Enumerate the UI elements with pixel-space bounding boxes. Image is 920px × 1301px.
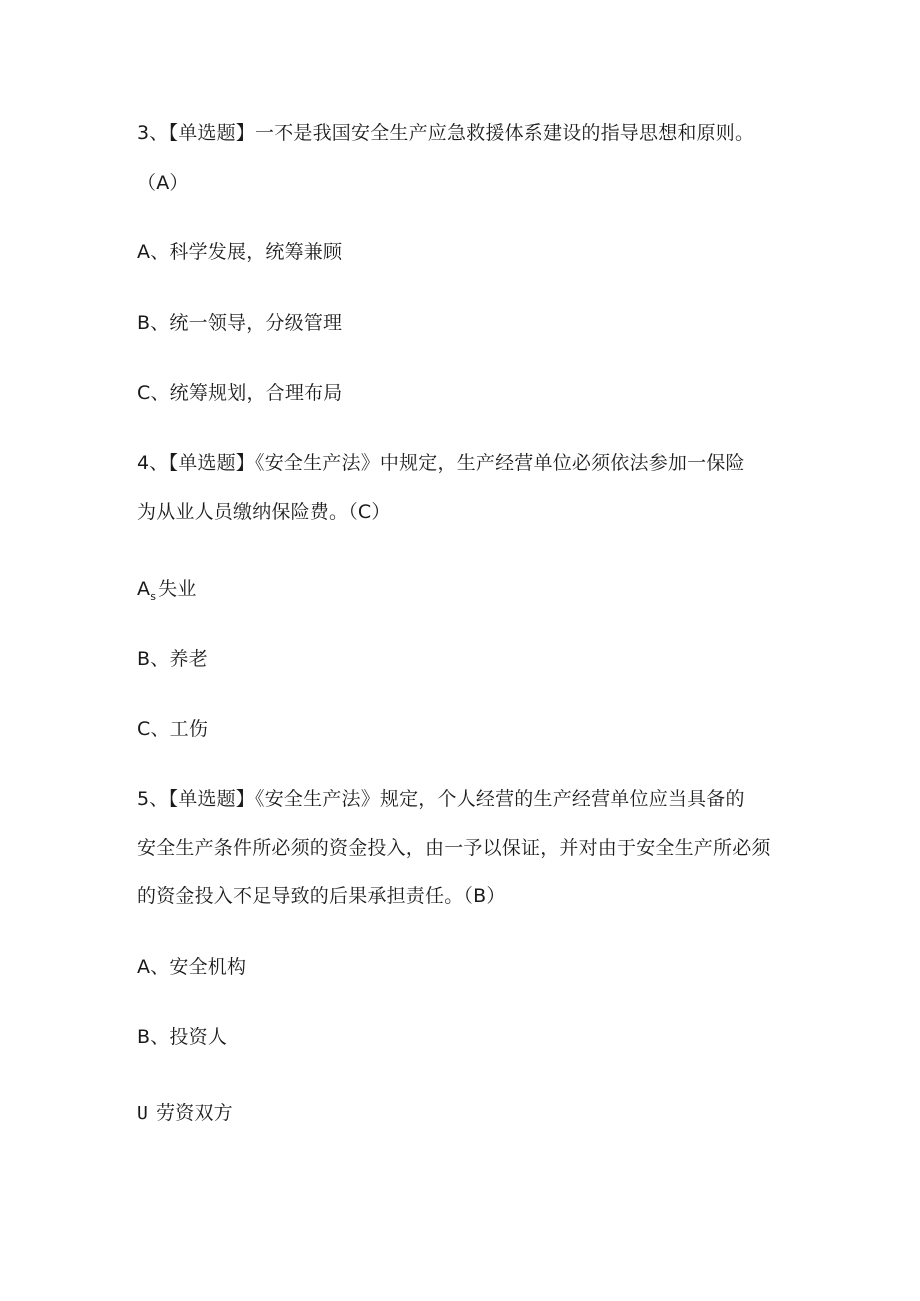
question-4-option-a	[137, 577, 197, 604]
question-3-option-a: A、科学发展，统筹兼顾	[137, 241, 343, 263]
question-4-option-b: B、养老	[137, 648, 208, 670]
question-5-option-c	[137, 1101, 233, 1126]
question-4-stem-line-2: 为从业人员缴纳保险费。（C）	[137, 501, 391, 523]
question-4-option-a-subscript: s	[150, 590, 157, 603]
question-4-option-a-letter: A	[137, 578, 151, 600]
question-5-option-a: A、安全机构	[137, 956, 247, 978]
question-4-option-c: C、工伤	[137, 718, 209, 740]
question-5-option-c-letter: U	[137, 1103, 149, 1124]
question-5-option-c-text: 劳资双方	[156, 1102, 233, 1124]
question-3-stem-line-2: （A）	[137, 172, 189, 194]
question-5-option-b: B、投资人	[137, 1026, 228, 1048]
question-5-stem-line-2: 安全生产条件所必须的资金投入，由一予以保证，并对由于安全生产所必须	[137, 837, 771, 859]
question-4-option-a-text: 失业	[158, 578, 197, 600]
question-5-stem-line-3: 的资金投入不足导致的后果承担责任。（B）	[137, 885, 506, 907]
question-3-stem-line-1: 3、【单选题】一不是我国安全生产应急救援体系建设的指导思想和原则。	[137, 122, 755, 144]
question-5-stem-line-1: 5、【单选题】《安全生产法》规定，个人经营的生产经营单位应当具备的	[137, 788, 745, 810]
question-4-stem-line-1: 4、【单选题】《安全生产法》中规定，生产经营单位必须依法参加一保险	[137, 452, 745, 474]
question-3-option-b: B、统一领导，分级管理	[137, 312, 343, 334]
question-3-option-c: C、统筹规划，合理布局	[137, 382, 343, 404]
